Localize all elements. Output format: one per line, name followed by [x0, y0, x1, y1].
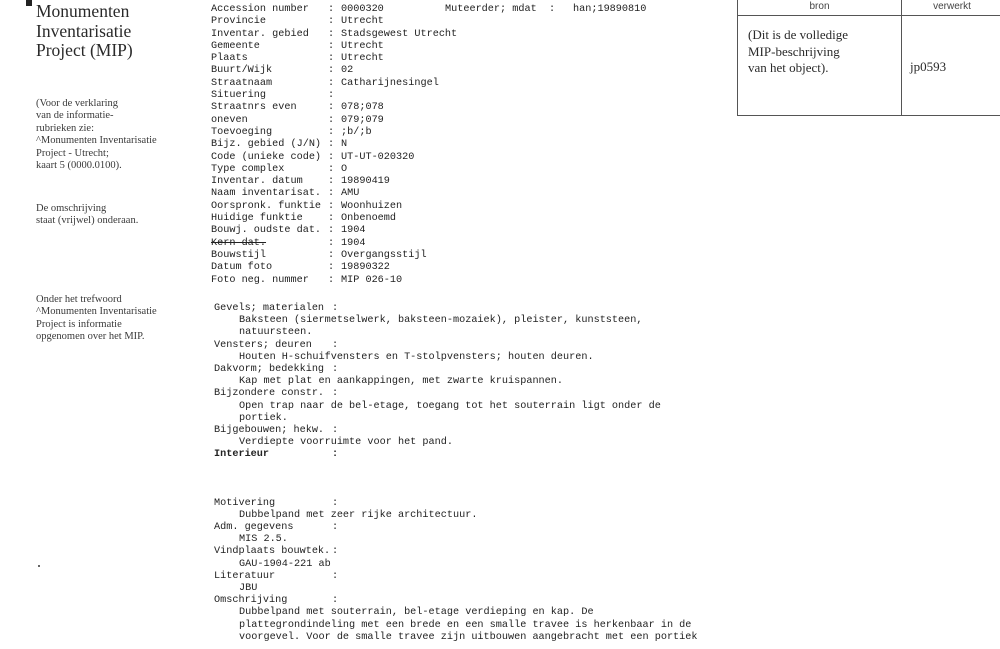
field-colon: :: [328, 163, 335, 175]
field-label: Straatnrs even: [211, 102, 297, 114]
field-value: 1904: [341, 237, 366, 249]
section-heading-text: Motivering: [214, 497, 276, 509]
field-value: Stadsgewest Utrecht: [341, 28, 458, 40]
field-label: Inventar. gebied: [211, 28, 309, 40]
section-heading-text: Gevels; materialen: [214, 303, 325, 314]
section-heading: [214, 425, 734, 437]
field-colon: :: [328, 53, 335, 65]
field-label: Datum foto: [211, 262, 273, 274]
section-body-line: portiek.: [239, 412, 288, 424]
field-label: Oorspronk. funktie: [211, 200, 322, 212]
sidebar-title: Monumenten Inventarisatie Project (MIP): [36, 1, 133, 60]
section-body-line: JBU: [239, 583, 258, 595]
section-heading: [214, 595, 734, 607]
field-value: MIP 026-10: [341, 274, 403, 286]
section-colon: :: [332, 522, 339, 534]
field-value: AMU: [341, 188, 360, 200]
header-bron: bron: [809, 1, 830, 12]
field-value: Onbenoemd: [341, 213, 397, 225]
field-value: 1904: [341, 225, 366, 237]
section-heading: [214, 303, 734, 315]
field-value: Utrecht: [341, 53, 384, 65]
field-label: Foto neg. nummer: [211, 274, 309, 286]
section-colon: :: [332, 497, 339, 509]
field-value: 0000320: [341, 4, 384, 15]
section-body-line: Dubbelpand met zeer rijke architectuur.: [239, 509, 478, 521]
field-value: 079;079: [341, 114, 384, 126]
field-label: Type complex: [211, 163, 285, 175]
section-gap: [214, 462, 734, 498]
field-label: Code (unieke code): [211, 151, 322, 163]
field-value: ;b/;b: [341, 126, 372, 138]
table-divider: [901, 0, 902, 115]
section-body-line: natuursteen.: [239, 327, 313, 339]
field-label: Buurt/Wijk: [211, 65, 273, 77]
field-colon: :: [328, 16, 335, 28]
bron-text: (Dit is de volledige MIP-beschrijving van het object).: [748, 27, 849, 75]
field-value: 02: [341, 65, 354, 77]
field-value: O: [341, 163, 348, 175]
verwerkt-text: jp0593: [910, 59, 947, 74]
muteerder-label: Muteerder; mdat: [445, 4, 537, 15]
field-value: 19890322: [341, 262, 390, 274]
section-body-line: Kap met plat en aankappingen, met zwarte kruispannen.: [239, 376, 564, 388]
field-colon: :: [328, 65, 335, 77]
field-colon: :: [328, 114, 335, 126]
field-colon: :: [328, 213, 335, 225]
description-sections: [214, 303, 734, 644]
section-heading-text: Bijgebouwen; hekw.: [214, 425, 325, 437]
section-heading-text: Literatuur: [214, 570, 276, 582]
field-colon: :: [328, 28, 335, 40]
field-colon: :: [328, 188, 335, 200]
section-heading: [214, 364, 734, 376]
field-label: Toevoeging: [211, 126, 273, 138]
field-value: Utrecht: [341, 40, 384, 52]
section-colon: :: [332, 546, 339, 558]
section-body-line: Houten H-schuifvensters en T-stolpvensters; houten deuren.: [239, 351, 594, 363]
muteerder-colon: :: [549, 4, 556, 15]
field-label: Bouwstijl: [211, 249, 267, 261]
field-colon: :: [328, 274, 335, 286]
field-label: Accession number: [211, 4, 309, 15]
field-label: Naam inventarisat.: [211, 188, 322, 200]
field-colon: :: [328, 176, 335, 188]
section-colon: :: [332, 364, 339, 376]
field-value: 078;078: [341, 102, 384, 114]
section-colon: :: [332, 425, 339, 437]
section-body-line: Verdiepte voorruimte voor het pand.: [239, 437, 453, 449]
section-heading: [214, 498, 734, 510]
field-value: 19890419: [341, 176, 390, 188]
section-heading-text: Omschrijving: [214, 595, 288, 607]
section-heading: [214, 388, 734, 400]
field-colon: :: [328, 126, 335, 138]
field-label: Plaats: [211, 53, 248, 65]
field-colon: :: [328, 249, 335, 261]
muteerder-value: han;19890810: [573, 4, 647, 15]
section-heading: [214, 571, 734, 583]
field-colon: :: [328, 40, 335, 52]
field-colon: :: [328, 237, 335, 249]
section-heading-text: Interieur: [214, 449, 270, 461]
bron-table-header: [738, 0, 1000, 16]
field-value: Overgangsstijl: [341, 249, 427, 261]
field-value: Utrecht: [341, 16, 384, 28]
section-body-line: plattegrondindeling met een brede en een smalle travee is herkenbaar in de: [239, 619, 692, 631]
field-label: Inventar. datum: [211, 176, 303, 188]
section-heading-text: Vensters; deuren: [214, 339, 312, 351]
field-label: oneven: [211, 114, 248, 126]
section-heading-text: Bijzondere constr.: [214, 388, 325, 400]
field-value: Catharijnesingel: [341, 77, 439, 89]
field-colon: :: [328, 262, 335, 274]
section-heading-text: Dakvorm; bedekking: [214, 364, 325, 376]
field-label: Kern dat.: [211, 237, 267, 249]
field-colon: :: [328, 90, 335, 102]
field-label: Straatnaam: [211, 77, 273, 89]
section-colon: :: [332, 595, 339, 607]
sidebar-note-description: De omschrijving staat (vrijwel) onderaan.: [36, 203, 139, 227]
section-colon: :: [332, 570, 339, 582]
section-body-line: GAU-1904-221 ab: [239, 558, 331, 570]
section-body-line: voorgevel. Voor de smalle travee zijn uitbouwen aangebracht met een portiek: [239, 631, 698, 643]
field-colon: :: [328, 225, 335, 237]
field-value: UT-UT-020320: [341, 151, 415, 163]
field-label: Provincie: [211, 16, 267, 28]
field-colon: :: [328, 200, 335, 212]
section-colon: :: [332, 339, 339, 351]
field-label: Bijz. gebied (J/N): [211, 139, 322, 151]
section-colon: :: [332, 449, 339, 461]
field-label: Huidige funktie: [211, 213, 303, 225]
section-body-line: Dubbelpand met souterrain, bel-etage verdieping en kap. De: [239, 607, 594, 619]
field-label: Gemeente: [211, 40, 260, 52]
field-colon: :: [328, 151, 335, 163]
section-heading: [214, 522, 734, 534]
scan-dot: [38, 565, 40, 567]
section-heading-text: Adm. gegevens: [214, 522, 294, 534]
sidebar-note-keyword: Onder het trefwoord ^Monumenten Inventarisatie Project is informatie opgenomen over het MIP.: [36, 294, 157, 343]
field-colon: :: [328, 139, 335, 151]
section-body-line: MIS 2.5.: [239, 534, 288, 546]
sidebar-note-legend: (Voor de verklaring van de informatie- rubrieken zie: ^Monumenten Inventarisatie Project - Utrecht; kaart 5 (0000.0100).: [36, 98, 157, 172]
section-heading: [214, 546, 734, 558]
field-colon: :: [328, 4, 335, 15]
section-heading-text: Vindplaats bouwtek.: [214, 546, 331, 558]
section-heading: [214, 340, 734, 352]
field-value: Woonhuizen: [341, 200, 403, 212]
section-body-line: Baksteen (siermetselwerk, baksteen-mozaiek), pleister, kunststeen,: [239, 315, 643, 327]
field-label: Situering: [211, 90, 267, 102]
section-heading: [214, 449, 734, 461]
field-colon: :: [328, 77, 335, 89]
bron-table: [737, 0, 1000, 116]
section-colon: :: [332, 388, 339, 400]
section-body-line: Open trap naar de bel-etage, toegang tot het souterrain ligt onder de: [239, 400, 661, 412]
field-value: N: [341, 139, 348, 151]
corner-mark: [26, 0, 32, 6]
field-label: Bouwj. oudste dat.: [211, 225, 322, 237]
section-colon: :: [332, 303, 339, 314]
field-colon: :: [328, 102, 335, 114]
header-verwerkt: verwerkt: [933, 1, 971, 12]
